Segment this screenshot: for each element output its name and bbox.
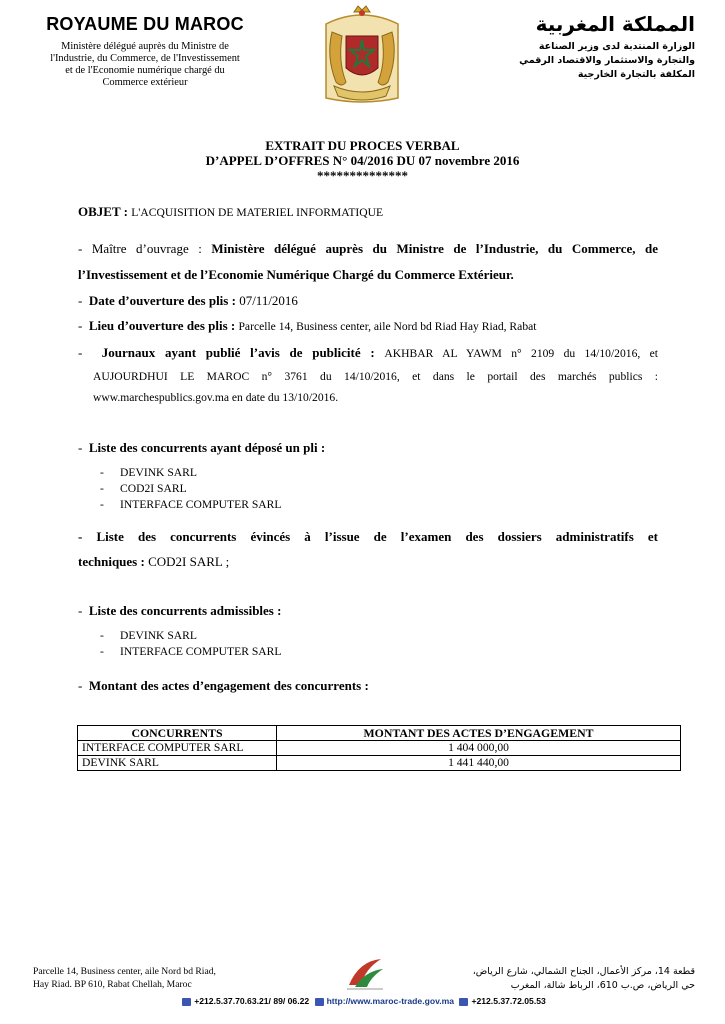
document-title xyxy=(0,138,725,183)
table-row xyxy=(78,741,681,756)
ministry-line: Ministère délégué auprès du Ministre de xyxy=(61,41,229,52)
table-header-row xyxy=(78,726,681,741)
ministry-line-ar: والتجارة والاستثمار والاقتصاد الرقمي xyxy=(519,55,695,66)
title-separator: ************** xyxy=(317,168,408,183)
maitre-label: Maître d’ouvrage : xyxy=(91,241,202,256)
list-item: - INTERFACE COMPUTER SARL xyxy=(100,498,282,511)
concurrent-cell: INTERFACE COMPUTER SARL xyxy=(78,741,277,756)
concurrent-name: INTERFACE COMPUTER SARL xyxy=(120,645,282,658)
lieu-ouverture-value: Parcelle 14, Business center, aile Nord bd Riad Hay Riad, Rabat xyxy=(238,320,537,333)
dash: - xyxy=(78,678,89,693)
ministry-name-fr xyxy=(40,41,250,89)
montants-label: Montant des actes d’engagement des concurrents : xyxy=(88,678,369,693)
concurrent-name: INTERFACE COMPUTER SARL xyxy=(120,498,282,511)
montants-heading xyxy=(78,678,658,694)
royal-emblem-icon xyxy=(320,2,404,106)
journaux-label: Journaux ayant publié l’avis de publicité : xyxy=(101,345,375,360)
footer-address-ar xyxy=(473,965,695,993)
concurrent-name: DEVINK SARL xyxy=(120,466,197,479)
dash: - xyxy=(78,440,89,455)
date-ouverture-value: 07/11/2016 xyxy=(239,293,298,308)
concurrent-cell: DEVINK SARL xyxy=(78,756,277,771)
journaux-value: AKHBAR AL YAWM n° 2109 du 14/10/2016, et xyxy=(384,347,658,360)
lieu-ouverture-label: Lieu d’ouverture des plis : xyxy=(88,318,236,333)
evinces-label: techniques : xyxy=(78,554,145,569)
objet-value: L'ACQUISITION DE MATERIEL INFORMATIQUE xyxy=(131,206,384,219)
amount-cell: 1 441 440,00 xyxy=(277,756,681,771)
column-header-montant: MONTANT DES ACTES D’ENGAGEMENT xyxy=(277,726,681,741)
dash: - xyxy=(78,318,89,333)
concurrent-name: COD2I SARL xyxy=(120,482,187,495)
ministry-name-ar xyxy=(495,40,695,82)
website-link[interactable]: http://www.maroc-trade.gov.ma xyxy=(326,996,455,1006)
address-line-ar: قطعة 14، مركز الأعمال، الجناح الشمالي، شارع الرياض، xyxy=(472,966,695,977)
concurrent-name: DEVINK SARL xyxy=(120,629,197,642)
list-item: - DEVINK SARL xyxy=(100,629,197,642)
journaux-line3: www.marchespublics.gov.ma en date du 13/10/2016. xyxy=(93,391,339,404)
ministry-line-ar: المكلفة بالتجارة الخارجية xyxy=(577,69,695,80)
objet-line xyxy=(78,204,658,221)
dash: - xyxy=(78,603,89,618)
journaux-line1 xyxy=(78,345,658,362)
list-item: - COD2I SARL xyxy=(100,482,187,495)
dash: - xyxy=(78,345,102,360)
header-left xyxy=(40,14,250,89)
ministry-line: et de l'Economie numérique chargé du xyxy=(65,65,225,76)
title-line: EXTRAIT DU PROCES VERBAL xyxy=(265,138,460,153)
evinces-line1: - Liste des concurrents évincés à l’issue de l’examen des dossiers administratifs et xyxy=(78,529,658,544)
list-item: - INTERFACE COMPUTER SARL xyxy=(100,645,282,658)
dash: - xyxy=(78,241,83,256)
objet-label: OBJET : xyxy=(78,204,128,219)
results-table xyxy=(77,725,681,771)
phone-icon xyxy=(182,998,191,1006)
list-item: - DEVINK SARL xyxy=(100,466,197,479)
date-ouverture-line xyxy=(78,293,658,309)
table-row xyxy=(78,756,681,771)
address-line: Parcelle 14, Business center, aile Nord bd Riad, xyxy=(33,966,216,977)
kingdom-title-fr: ROYAUME DU MAROC xyxy=(46,14,244,34)
dash: - xyxy=(78,293,89,308)
admissibles-heading xyxy=(78,603,658,619)
deposants-heading xyxy=(78,440,658,456)
ministry-line-ar: الوزارة المنتدبة لدى وزير الصناعة xyxy=(538,41,695,52)
footer-address-fr xyxy=(33,965,216,991)
amount-cell: 1 404 000,00 xyxy=(277,741,681,756)
admissibles-label: Liste des concurrents admissibles : xyxy=(88,603,282,618)
ministry-line: l'Industrie, du Commerce, de l'Investissement xyxy=(50,53,240,64)
address-line: Hay Riad. BP 610, Rabat Chellah, Maroc xyxy=(33,979,192,990)
header-right xyxy=(495,12,695,82)
globe-icon xyxy=(315,998,324,1006)
title-line: D’APPEL D’OFFRES N° 04/2016 DU 07 novembre 2016 xyxy=(205,153,520,168)
maitre-line1 xyxy=(78,241,658,257)
kingdom-title-ar: المملكة المغربية xyxy=(535,12,695,36)
phone-number: +212.5.37.70.63.21/ 89/ 06.22 xyxy=(194,996,310,1006)
deposants-label: Liste des concurrents ayant déposé un pli : xyxy=(88,440,326,455)
fax-number: +212.5.37.72.05.53 xyxy=(471,996,546,1006)
lieu-ouverture-line xyxy=(78,318,658,335)
address-line-ar: حي الرياض، ص.ب 610، الرباط شالة، المغرب xyxy=(510,980,695,991)
ministry-line: Commerce extérieur xyxy=(102,77,188,88)
date-ouverture-label: Date d’ouverture des plis : xyxy=(88,293,236,308)
flag-wave-logo-icon xyxy=(345,955,385,993)
evinces-line2 xyxy=(78,554,658,570)
fax-icon xyxy=(459,998,468,1006)
maitre-value: Ministère délégué auprès du Ministre de l’Industrie, du Commerce, de xyxy=(211,241,659,256)
column-header-concurrents: CONCURRENTS xyxy=(78,726,277,741)
journaux-line2: AUJOURDHUI LE MAROC n° 3761 du 14/10/2016, et dans le portail des marchés publics : xyxy=(93,370,658,383)
footer-contact xyxy=(0,996,725,1006)
evinces-value: COD2I SARL ; xyxy=(148,554,230,569)
maitre-line2: l’Investissement et de l’Economie Numérique Chargé du Commerce Extérieur. xyxy=(78,267,514,282)
